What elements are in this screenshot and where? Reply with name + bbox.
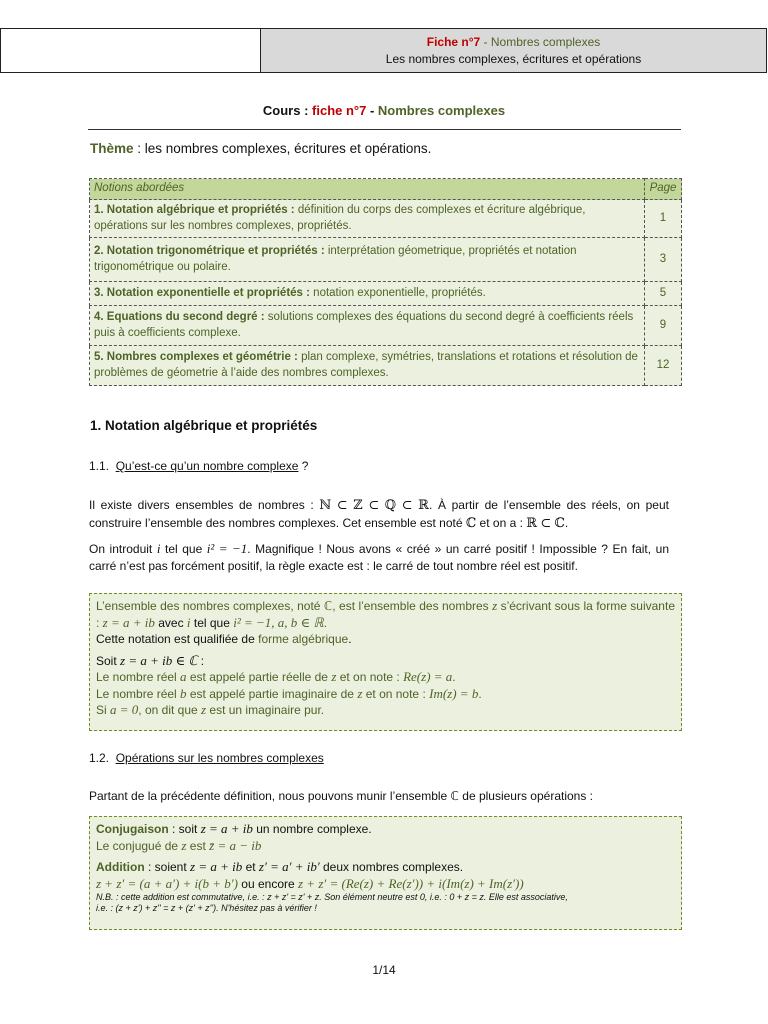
table-row bbox=[90, 282, 682, 306]
box-line bbox=[96, 669, 675, 686]
definition-box bbox=[89, 593, 682, 731]
text: . À partir de l’ensemble des réels, on peut construire l’ensemble des nombres complexes. Cet ensemble est noté bbox=[89, 498, 669, 530]
table-row bbox=[90, 346, 682, 386]
math: z = a + ib bbox=[190, 859, 243, 874]
page-header bbox=[0, 28, 767, 73]
math: z bbox=[331, 669, 337, 684]
header-right-cell bbox=[261, 29, 766, 72]
theme-line bbox=[90, 141, 431, 156]
text: Soit bbox=[96, 653, 121, 668]
box-line bbox=[96, 686, 675, 703]
text: ou encore bbox=[237, 876, 298, 891]
math: z = a + ib bbox=[102, 614, 155, 630]
table-cell-notion bbox=[90, 238, 645, 282]
box-line bbox=[96, 598, 675, 631]
header-sep: - bbox=[480, 35, 491, 49]
text: Le nombre réel bbox=[96, 670, 181, 684]
math: z + z′ = (a + a′) + i(b + b′) bbox=[96, 875, 238, 891]
text: Si bbox=[96, 703, 111, 717]
box-line bbox=[96, 859, 675, 876]
text: tel que bbox=[190, 615, 234, 630]
text: L’ensemble des nombres complexes, noté ℂ, est l’ensemble des nombres bbox=[96, 599, 493, 613]
math: a = 0 bbox=[110, 702, 139, 717]
row-title: 3. Notation exponentielle et propriétés : bbox=[94, 286, 310, 299]
table-row bbox=[90, 200, 682, 238]
addition-label: Addition bbox=[96, 860, 145, 874]
text: deux nombres complexes. bbox=[319, 860, 464, 874]
paragraph-operations: Partant de la précédente définition, nous pouvons munir l’ensemble ℂ de plusieurs opérations : bbox=[89, 789, 594, 803]
text: est un imaginaire pur. bbox=[206, 703, 325, 717]
box-line bbox=[96, 838, 675, 855]
text: et on note : bbox=[336, 670, 404, 684]
text: On introduit bbox=[89, 542, 157, 556]
text: . bbox=[323, 615, 328, 630]
text: et on a : bbox=[476, 516, 527, 530]
math: ℂ bbox=[465, 515, 477, 530]
math: ℕ ⊂ ℤ ⊂ ℚ ⊂ ℝ bbox=[319, 497, 429, 512]
table-cell-page: 5 bbox=[645, 282, 682, 306]
box-line bbox=[96, 653, 675, 670]
text: est appelé partie imaginaire de bbox=[186, 686, 358, 701]
nb-note-line-1: N.B. : cette addition est commutative, i.e. : z + z' = z' + z. Son élément neutre est 0, i.e. : 0 + z = z. Elle est associative, bbox=[96, 892, 568, 902]
paragraph-ensembles bbox=[89, 496, 669, 532]
math: z̄ = a − ib bbox=[209, 837, 262, 853]
row-desc: notation exponentielle, propriétés. bbox=[309, 286, 486, 299]
operations-box bbox=[89, 816, 682, 930]
text: avec bbox=[154, 615, 187, 630]
subsection-title: Qu’est-ce qu’un nombre complexe bbox=[115, 459, 299, 473]
text: et bbox=[242, 860, 259, 874]
text: . bbox=[452, 670, 456, 684]
table-cell-page: 12 bbox=[645, 346, 682, 386]
title-divider bbox=[88, 129, 681, 130]
subsection-suffix: ? bbox=[298, 459, 309, 473]
math: b bbox=[180, 685, 187, 701]
table-header-notions: Notions abordées bbox=[90, 179, 645, 200]
page-number: 1/14 bbox=[372, 963, 396, 977]
cours-title bbox=[0, 103, 768, 118]
subsection-1-1-heading bbox=[89, 459, 308, 473]
text: . bbox=[478, 686, 482, 701]
row-title: 1. Notation algébrique et propriétés : bbox=[94, 204, 295, 216]
box-line bbox=[96, 702, 675, 719]
table-header-row bbox=[90, 179, 682, 200]
math: z bbox=[181, 837, 187, 853]
theme-text: : les nombres complexes, écritures et opérations. bbox=[133, 141, 432, 156]
row-title: 4. Equations du second degré : bbox=[94, 311, 265, 323]
paragraph-i-squared bbox=[89, 540, 669, 575]
table-cell-notion bbox=[90, 306, 645, 346]
table-cell-notion bbox=[90, 282, 645, 306]
text: Le nombre réel bbox=[96, 686, 181, 701]
row-title: 5. Nombres complexes et géométrie : bbox=[94, 351, 298, 363]
table-cell-page: 1 bbox=[645, 200, 682, 238]
math: z = a + ib ∈ ℂ bbox=[120, 652, 198, 668]
text: Il existe divers ensembles de nombres : bbox=[89, 498, 320, 512]
row-desc: définition du corps des complexes et écriture algébrique, opérations sur les nombres complexes, propriétés. bbox=[94, 204, 586, 232]
table-header-page: Page bbox=[645, 179, 682, 200]
math: i bbox=[156, 541, 161, 556]
math: z bbox=[357, 685, 363, 701]
text: . Magnifique ! Nous avons « créé » un carré positif ! Impossible ? En fait, un carré n’est pas forcément positif, la règle exacte est : le carré de tout nombre réel est positif. bbox=[89, 542, 669, 573]
cours-sep: - bbox=[366, 103, 378, 118]
text: est appelé partie réelle de bbox=[186, 670, 332, 684]
math: Im(z) = b bbox=[429, 685, 479, 701]
theme-label: Thème bbox=[90, 141, 134, 156]
subsection-title: Opérations sur les nombres complexes bbox=[115, 751, 324, 765]
box-line bbox=[96, 821, 675, 838]
table-row bbox=[90, 306, 682, 346]
text: . bbox=[348, 632, 352, 646]
conjugation-label: Conjugaison bbox=[96, 822, 169, 836]
math: i² = −1 bbox=[206, 541, 248, 556]
header-subtitle: Les nombres complexes, écritures et opérations bbox=[385, 52, 642, 66]
table-cell-page: 3 bbox=[645, 238, 682, 282]
math: z + z′ = (Re(z) + Re(z′)) + i(Im(z) + Im(z′)) bbox=[298, 875, 524, 891]
math: z bbox=[492, 598, 498, 613]
subsection-number: 1.1. bbox=[89, 459, 110, 473]
table-cell-notion bbox=[90, 346, 645, 386]
text: : soit bbox=[168, 822, 201, 836]
text: Cette notation est qualifiée de bbox=[96, 632, 259, 646]
text: et on note : bbox=[362, 686, 430, 701]
cours-subject: Nombres complexes bbox=[377, 103, 506, 118]
header-fiche: Fiche n°7 bbox=[426, 35, 481, 49]
text: , on dit que bbox=[138, 703, 202, 717]
math: Re(z) = a bbox=[403, 669, 453, 684]
row-desc: solutions complexes des équations du second degré à coefficients réels puis à coefficients complexe. bbox=[94, 311, 634, 339]
math: i² = −1, a, b ∈ ℝ bbox=[233, 614, 324, 630]
math: i bbox=[186, 614, 191, 630]
row-title: 2. Notation trigonométrique et propriétés : bbox=[94, 245, 325, 257]
text: forme algébrique bbox=[258, 632, 349, 646]
math: ℝ ⊂ ℂ bbox=[526, 515, 565, 530]
text: : soient bbox=[144, 860, 191, 874]
notions-table bbox=[89, 178, 682, 386]
text: tel que bbox=[160, 542, 207, 556]
math: z′ = a′ + ib′ bbox=[258, 859, 320, 874]
math: a bbox=[180, 669, 187, 684]
box-line bbox=[96, 631, 675, 648]
cours-fiche: fiche n°7 bbox=[312, 103, 367, 118]
nb-note-line-2: i.e. : (z + z') + z'' = z + (z' + z''). N'hésitez pas à vérifier ! bbox=[96, 903, 317, 913]
table-row bbox=[90, 238, 682, 282]
text: un nombre complexe. bbox=[252, 822, 372, 836]
text: s’écrivant sous la forme suivante : bbox=[96, 599, 675, 630]
subsection-number: 1.2. bbox=[89, 751, 110, 765]
text: : bbox=[197, 653, 205, 668]
cours-prefix: Cours : bbox=[262, 103, 313, 118]
subsection-1-2-heading bbox=[89, 751, 324, 765]
table-cell-notion bbox=[90, 200, 645, 238]
table-cell-page: 9 bbox=[645, 306, 682, 346]
math: z bbox=[201, 702, 207, 717]
text: Le conjugué de bbox=[96, 838, 182, 853]
header-title-line bbox=[261, 34, 766, 51]
section-1-title: 1. Notation algébrique et propriétés bbox=[90, 418, 318, 433]
row-desc: interprétation géometrique, propriétés et notation trigonométrique ou polaire. bbox=[94, 245, 577, 273]
text: est bbox=[186, 838, 210, 853]
header-subject: Nombres complexes bbox=[490, 35, 601, 49]
header-left-cell bbox=[1, 29, 261, 72]
math: z = a + ib bbox=[200, 821, 253, 836]
row-desc: plan complexe, symétries, translations et rotations et résolution de problèmes de géometrie à l’aide des nombres complexes. bbox=[94, 351, 638, 379]
text: . bbox=[564, 516, 569, 530]
box-line bbox=[96, 876, 675, 893]
